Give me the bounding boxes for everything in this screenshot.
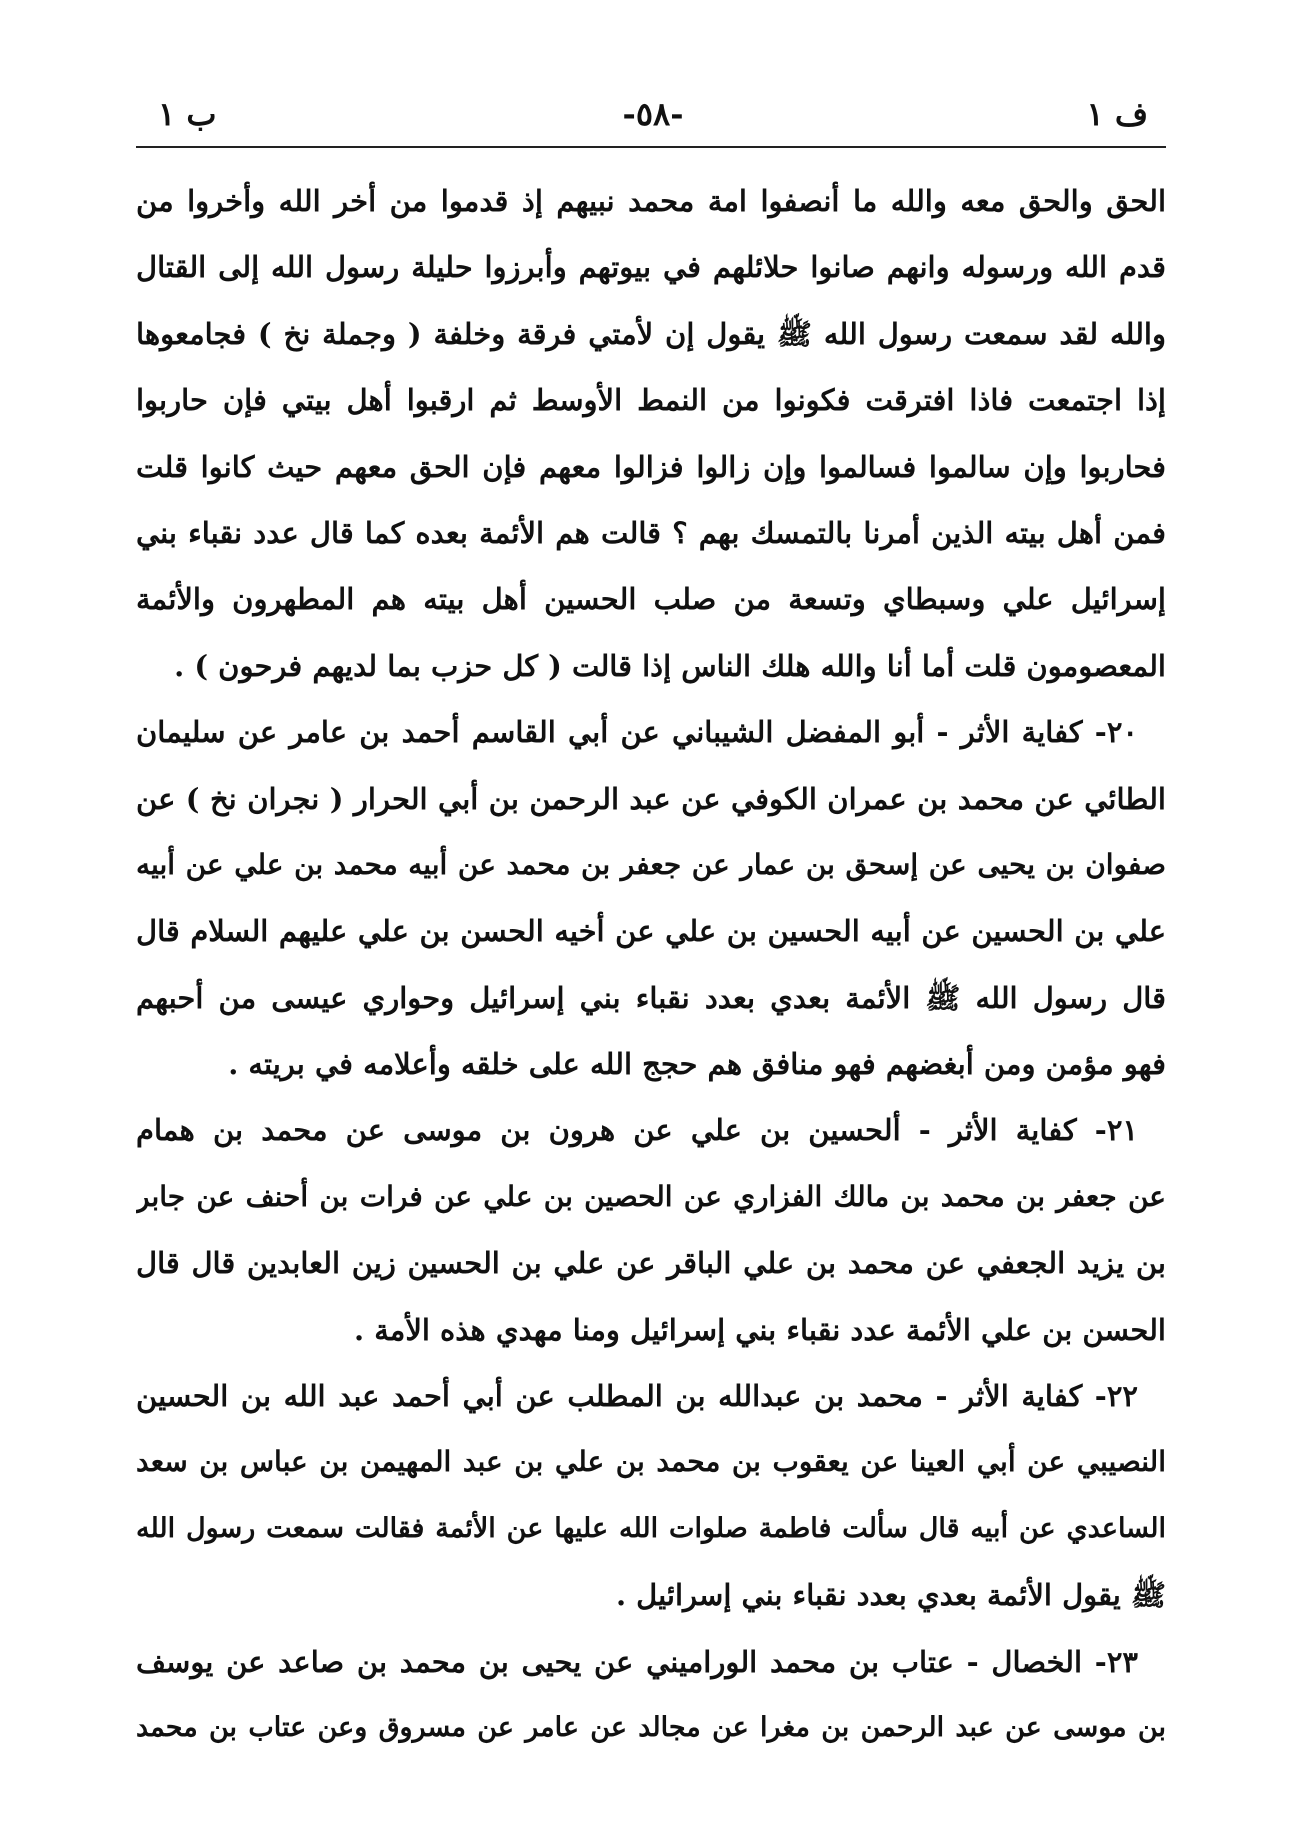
- text-line: الساعدي عن أبيه قال سألت فاطمة صلوات الله عليها عن الأئمة فقالت سمعت رسول الله: [136, 1512, 1166, 1544]
- text-line: النصيبي عن أبي العينا عن يعقوب بن محمد بن علي بن عبد المهيمن بن عباس بن سعد: [136, 1445, 1166, 1479]
- text-line: ٢٣- الخصال - عتاب بن محمد الوراميني عن يحيى بن محمد بن صاعد عن يوسف: [136, 1644, 1138, 1679]
- text-line: فحاربوا وإن سالموا فسالموا وإن زالوا فزالوا معهم فإن الحق معهم حيث كانوا قلت: [136, 449, 1166, 484]
- text-line: ٢٢- كفاية الأثر - محمد بن عبدالله بن المطلب عن أبي أحمد عبد الله بن الحسين: [136, 1379, 1138, 1414]
- page-number: -٥٨-: [622, 95, 684, 133]
- text-line: الحق والحق معه والله ما أنصفوا امة محمد نبيهم إذ قدموا من أخر الله وأخروا من: [136, 184, 1166, 218]
- text-line: إسرائيل علي وسبطاي وتسعة من صلب الحسين أهل بيته هم المطهرون والأئمة: [136, 582, 1166, 617]
- text-line: قدم الله ورسوله وانهم صانوا حلائلهم في بيوتهم وأبرزوا حليلة رسول الله إلى القتال: [136, 250, 1166, 285]
- text-line: بن موسى عن عبد الرحمن بن مغرا عن مجالد عن عامر عن مسروق وعن عتاب بن محمد: [136, 1711, 1166, 1743]
- header-divider: [136, 146, 1166, 148]
- text-line: ٢٠- كفاية الأثر - أبو المفضل الشيباني عن أبي القاسم أحمد بن عامر عن سليمان: [136, 715, 1138, 750]
- text-line: المعصومون قلت أما أنا والله هلك الناس إذا قالت ( كل حزب بما لديهم فرحون ) .: [174, 648, 1166, 683]
- text-body: [136, 168, 1166, 1761]
- text-line: الطائي عن محمد بن عمران الكوفي عن عبد الرحمن بن أبي الحرار ( نجران نخ ) عن: [136, 781, 1166, 816]
- header-right-label: ف ١: [1086, 95, 1148, 133]
- text-line: إذا اجتمعت فاذا افترقت فكونوا من النمط الأوسط ثم ارقبوا أهل بيتي فإن حاربوا: [136, 383, 1166, 418]
- text-line: ٢١- كفاية الأثر - ألحسين بن علي عن هرون بن موسى عن محمد بن همام: [136, 1113, 1138, 1148]
- header-left-label: ب ١: [158, 95, 217, 133]
- text-line: والله لقد سمعت رسول الله ﷺ يقول إن لأمتي فرقة وخلفة ( وجملة نخ ) فجامعوها: [136, 316, 1166, 351]
- page-header: [158, 92, 1148, 142]
- text-line: ﷺ يقول الأئمة بعدي بعدد نقباء بني إسرائيل .: [615, 1578, 1166, 1613]
- text-line: فمن أهل بيته الذين أمرنا بالتمسك بهم ؟ قالت هم الأئمة بعده كما قال عدد نقباء بني: [136, 515, 1166, 550]
- text-line: بن يزيد الجعفي عن محمد بن علي الباقر عن علي بن الحسين زين العابدين قال قال: [136, 1246, 1166, 1281]
- text-line: صفوان بن يحيى عن إسحق بن عمار عن جعفر بن محمد عن أبيه محمد بن علي عن أبيه: [136, 847, 1166, 881]
- text-line: قال رسول الله ﷺ الأئمة بعدي بعدد نقباء بني إسرائيل وحواري عيسى من أحبهم: [136, 980, 1166, 1015]
- text-line: الحسن بن علي الأئمة عدد نقباء بني إسرائيل ومنا مهدي هذه الأمة .: [354, 1312, 1166, 1347]
- text-line: عن جعفر بن محمد بن مالك الفزاري عن الحصين بن علي عن فرات بن أحنف عن جابر: [136, 1179, 1166, 1213]
- text-line: علي بن الحسين عن أبيه الحسين بن علي عن أخيه الحسن بن علي عليهم السلام قال: [136, 914, 1166, 949]
- text-line: فهو مؤمن ومن أبغضهم فهو منافق هم حجج الله على خلقه وأعلامه في بريته .: [228, 1047, 1166, 1082]
